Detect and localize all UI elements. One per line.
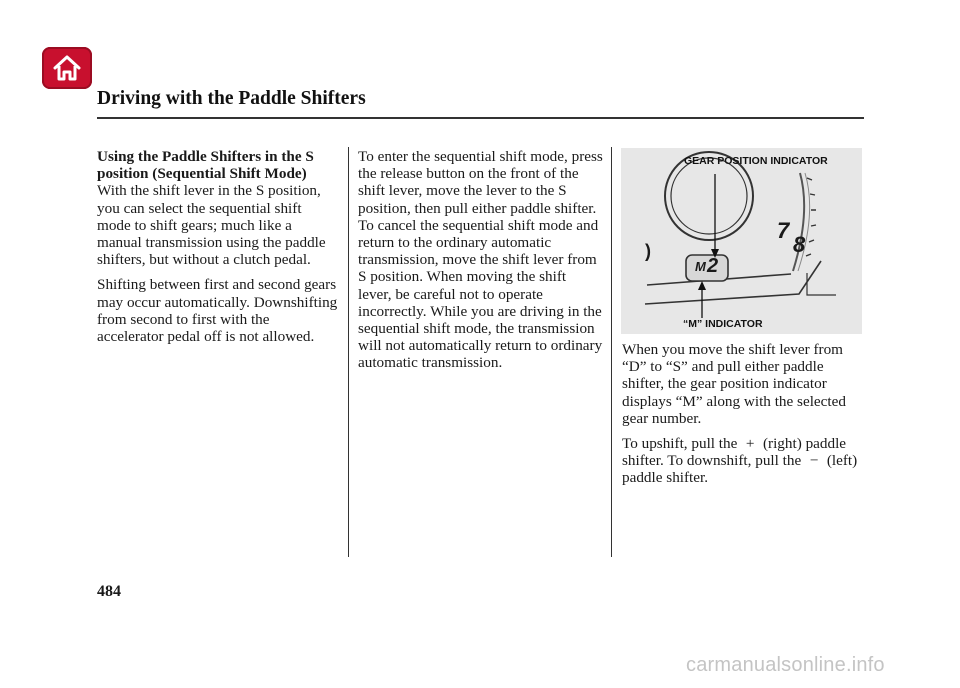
section-heading: Using the Paddle Shifters in the S position (Sequential Shift Mode) — [97, 148, 314, 183]
plus-sign: + — [745, 435, 755, 453]
home-button[interactable] — [42, 47, 92, 89]
paragraph: When you move the shift lever from “D” to “S” and pull either paddle shifter, the gear position indicator displays “M” along with the selected gear number. — [622, 341, 846, 427]
downshift-text: (right) paddle shifter. To downshift, pull the — [622, 435, 847, 470]
closing-text: (left) paddle shifter. — [622, 452, 858, 487]
gauge-illustration — [621, 148, 862, 334]
gear-mark-8: 8 — [793, 232, 806, 257]
m-indicator-label: “M” INDICATOR — [683, 318, 763, 330]
minus-sign: − — [809, 452, 819, 470]
watermark: carmanualsonline.info — [686, 654, 885, 676]
column-1 — [97, 148, 339, 353]
title-divider — [97, 117, 864, 119]
gear-mark-7: 7 — [777, 218, 790, 243]
upshift-text: To upshift, pull the — [622, 435, 738, 453]
column-divider — [611, 147, 612, 557]
partial-digit: ) — [645, 241, 651, 261]
page-number: 484 — [97, 583, 121, 600]
column-2 — [358, 148, 603, 380]
column-3 — [622, 341, 864, 495]
gear-position-indicator-label: GEAR POSITION INDICATOR — [684, 155, 828, 167]
home-icon — [52, 54, 82, 82]
paragraph: Shifting between first and second gears may occur automatically. Downshifting from second to first with the accelerator pedal off is not allowed. — [97, 276, 338, 346]
paragraph: To enter the sequential shift mode, press the release button on the front of the shift lever, move the lever to the S position, then pull either paddle shifter. To cancel the sequential shift mode and return to the ordinary automatic transmission, move the shift lever from S position. When moving the shift lever, be careful not to operate incorrectly. While you are driving in the sequential shift mode, the transmission will not automatically return to ordinary automatic transmission. — [358, 148, 603, 372]
gauge-drawing — [621, 148, 862, 334]
page-title: Driving with the Paddle Shifters — [97, 88, 366, 109]
paragraph — [622, 435, 864, 487]
column-divider — [348, 147, 349, 557]
indicator-gear-number: 2 — [707, 255, 719, 277]
paragraph: With the shift lever in the S position, you can select the sequential shift mode to shift gears; much like a manual transmission using the paddle shifters, but without a clutch pedal. — [97, 182, 326, 269]
indicator-m: M — [695, 259, 706, 274]
